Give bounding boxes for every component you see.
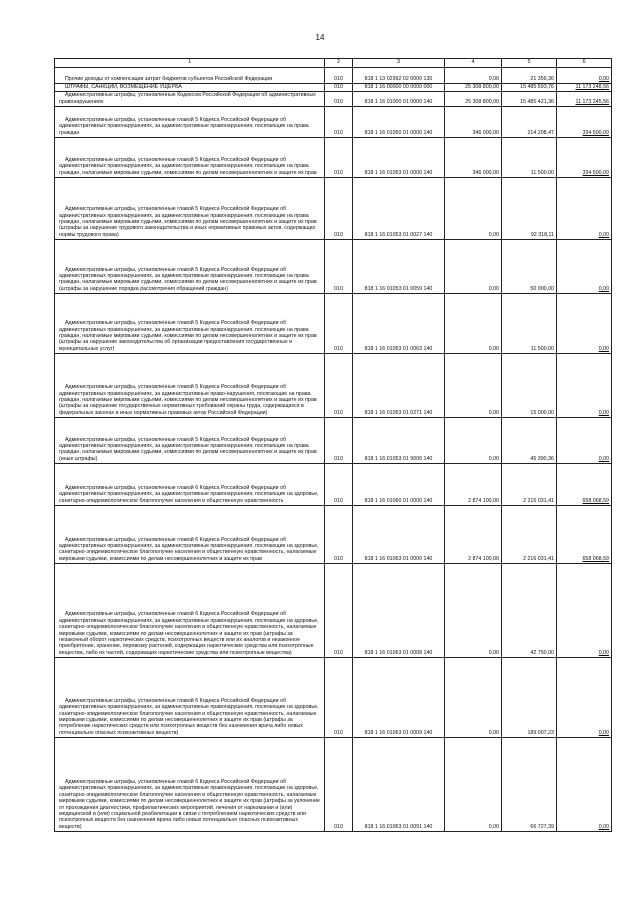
row-code [325, 240, 353, 294]
row-fact-text: 2 216 031,41 [523, 555, 554, 562]
row-rest [557, 294, 612, 354]
row-kbk [353, 506, 445, 564]
row-fact-text: 2 216 031,41 [523, 497, 554, 504]
row-fact-text: 42 750,00 [530, 649, 554, 656]
row-code-text: 010 [334, 231, 343, 238]
row-plan-text: 346 000,00 [472, 169, 499, 176]
row-code [325, 506, 353, 564]
row-name [55, 738, 325, 832]
row-code [325, 294, 353, 354]
row-rest [557, 84, 612, 92]
row-kbk-text: 818 1 16 01063 01 0009 140 [364, 729, 433, 736]
row-fact-text: 15 485 421,36 [520, 98, 554, 105]
row-kbk [353, 107, 445, 138]
row-kbk-text: 818 1 13 02992 02 0000 130 [364, 75, 433, 82]
row-rest-text: 0,00 [598, 649, 609, 656]
row-fact [502, 738, 557, 832]
table-row [55, 418, 612, 464]
row-name [55, 658, 325, 738]
table-row [55, 658, 612, 738]
row-rest [557, 92, 612, 107]
row-fact-text: 50 000,00 [530, 285, 554, 292]
row-rest [557, 178, 612, 240]
row-plan [445, 354, 502, 418]
row-name [55, 84, 325, 92]
row-plan [445, 138, 502, 178]
row-rest [557, 68, 612, 84]
row-plan-text: 2 874 100,00 [468, 497, 499, 504]
row-name [55, 354, 325, 418]
row-plan-text: 2 874 100,00 [468, 555, 499, 562]
row-kbk-text: 818 1 16 01053 01 9000 140 [364, 455, 433, 462]
row-name-text: Прочие доходы от компенсации затрат бюджетов субъектов Российской Федерации [65, 75, 273, 82]
row-name [55, 138, 325, 178]
row-code [325, 92, 353, 107]
table-row [55, 294, 612, 354]
table-row [55, 240, 612, 294]
row-code-text: 010 [334, 84, 343, 90]
table-row [55, 138, 612, 178]
row-rest [557, 138, 612, 178]
row-code-text: 010 [334, 169, 343, 176]
row-fact [502, 418, 557, 464]
row-name-text: Административные штрафы, установленные Кодексом Российской Федерации об административных правонарушениях [59, 92, 316, 105]
row-code-text: 010 [334, 455, 343, 462]
row-name-text: Административные штрафы, установленные главой 6 Кодекса Российской Федерации об административных правонарушениях, за административные правонарушения, посягающие на здоровье, санитарно-эпидемиологическое благополучие населения и общественную нравственность, налагаемые мировыми судьями, комиссиями по делам несовершеннолетних и защите их прав (штрафы за уклонение от прохождения диагностики, профилактических мероприятий, лечения от наркомании и (или) медицинской и (или) социальной реабилитации в связи с потреблением наркотических средств или психотропных веществ без назначения врача либо новых потенциально опасных психоактивных веществ) [59, 778, 320, 830]
row-code-text: 010 [334, 129, 343, 136]
row-rest-text: 0,00 [598, 285, 609, 292]
row-kbk [353, 658, 445, 738]
row-kbk [353, 564, 445, 658]
row-plan-text: 0,00 [488, 409, 499, 416]
row-code-text: 010 [334, 285, 343, 292]
row-fact [502, 658, 557, 738]
row-fact-text: 11 500,00 [530, 345, 554, 352]
row-fact [502, 178, 557, 240]
row-code-text: 010 [334, 409, 343, 416]
row-name-text: Административные штрафы, установленные главой 5 Кодекса Российской Федерации об административных правонарушениях, за административные правонарушения, посягающие на права граждан, налагаемые мировыми судьями, комиссиями по делам несовершеннолетних и защите их прав [59, 157, 317, 176]
row-fact [502, 107, 557, 138]
row-kbk-text: 818 1 16 01063 01 0000 140 [364, 555, 433, 562]
row-fact-text: 15 000,00 [530, 409, 554, 416]
table-row [55, 738, 612, 832]
row-plan-text: 0,00 [488, 285, 499, 292]
row-name-text: Административные штрафы, установленные главой 5 Кодекса Российской Федерации об административных правонарушениях, за административные правонарушения, посягающие на права граждан, налагаемые мировыми судьями, комиссиями по делам несовершеннолетних и защите их прав (штрафы за нарушение трудового законодательства и иных нормативных правовых актов, содержащих нормы трудового права) [59, 206, 317, 238]
row-rest [557, 107, 612, 138]
column-header: 2 [325, 59, 353, 68]
row-fact [502, 294, 557, 354]
row-rest-text: 334 500,00 [582, 169, 609, 176]
row-name [55, 68, 325, 84]
row-rest [557, 658, 612, 738]
row-fact-text: 21 359,36 [530, 75, 554, 82]
row-rest-text: 11 173 248,56 [575, 84, 609, 90]
row-code [325, 354, 353, 418]
row-plan-text: 0,00 [488, 649, 499, 656]
row-name-text: Административные штрафы, установленные главой 5 Кодекса Российской Федерации об административных правонарушениях, за административные правонарушения, посягающие на права граждан, налагаемые мировыми судьями, комиссиями по делам несовершеннолетних и защите их прав (штрафы за нарушение законодательства об организации предоставления государственных и муниципальных услуг) [59, 320, 317, 352]
row-rest-text: 0,00 [598, 345, 609, 352]
row-kbk [353, 240, 445, 294]
row-plan [445, 178, 502, 240]
row-kbk-text: 818 1 16 01053 01 0271 140 [364, 409, 433, 416]
row-code-text: 010 [334, 497, 343, 504]
column-header: 4 [445, 59, 502, 68]
row-kbk [353, 354, 445, 418]
table-row [55, 564, 612, 658]
row-plan-text: 0,00 [488, 345, 499, 352]
row-rest-text: 11 173 245,56 [575, 98, 609, 105]
row-fact [502, 92, 557, 107]
table-header-row [55, 59, 612, 68]
row-kbk [353, 68, 445, 84]
row-name-text: Административные штрафы, установленные главой 5 Кодекса Российской Федерации об административных правонарушениях, за административные правонарушения, посягающие на права граждан, налагаемые мировыми судьями, комиссиями по делам несовершеннолетних и защите их прав (штрафы за нарушение порядка рассмотрения обращений граждан) [59, 266, 317, 292]
row-fact [502, 564, 557, 658]
column-header: 6 [557, 59, 612, 68]
row-name [55, 464, 325, 506]
table-row [55, 68, 612, 84]
table-row [55, 354, 612, 418]
row-fact-text: 66 727,39 [530, 823, 554, 830]
row-kbk [353, 738, 445, 832]
row-rest [557, 464, 612, 506]
row-rest-text: 658 068,59 [582, 497, 609, 504]
row-fact [502, 354, 557, 418]
row-name [55, 240, 325, 294]
row-code [325, 464, 353, 506]
row-code [325, 564, 353, 658]
row-code [325, 107, 353, 138]
row-plan [445, 418, 502, 464]
row-rest-text: 0,00 [598, 729, 609, 736]
row-plan [445, 92, 502, 107]
row-plan [445, 464, 502, 506]
row-kbk [353, 84, 445, 92]
row-kbk [353, 178, 445, 240]
row-name [55, 418, 325, 464]
row-name-text: Административные штрафы, установленные главой 6 Кодекса Российской Федерации об административных правонарушениях, за административные правонарушения, посягающие на здоровье, санитарно-эпидемиологическое благополучие населения и общественную нравственность, налагаемые мировыми судьями, комиссиями по делам несовершеннолетних и защите их прав (штрафы за потребление наркотических средств или психотропных веществ без назначения врача либо новых потенциально опасных психоактивных веществ) [59, 697, 319, 736]
row-rest-text: 0,00 [598, 409, 609, 416]
column-header: 3 [353, 59, 445, 68]
revenue-table [54, 58, 612, 832]
row-name-text: Административные штрафы, установленные главой 5 Кодекса Российской Федерации об административных правонарушениях, за административные правонарушения, посягающие на права граждан [59, 117, 309, 136]
row-fact-text: 189 007,23 [527, 729, 554, 736]
row-code [325, 738, 353, 832]
row-kbk-text: 818 1 16 01053 01 0027 140 [364, 231, 433, 238]
row-name-text: Административные штрафы, установленные главой 6 Кодекса Российской Федерации об административных правонарушениях, за административные правонарушения, посягающие на здоровье, санитарно-эпидемиологическое благополучие населения и общественную нравственность [59, 485, 319, 504]
row-kbk-text: 818 1 16 01000 01 0000 140 [364, 98, 433, 105]
row-code-text: 010 [334, 555, 343, 562]
row-code [325, 178, 353, 240]
row-plan [445, 738, 502, 832]
row-code-text: 010 [334, 729, 343, 736]
row-kbk-text: 818 1 16 01063 01 0091 140 [364, 823, 433, 830]
row-kbk [353, 138, 445, 178]
row-code-text: 010 [334, 345, 343, 352]
row-plan-text: 346 000,00 [472, 129, 499, 136]
table-row [55, 464, 612, 506]
row-fact [502, 68, 557, 84]
row-kbk-text: 818 1 16 00000 00 0000 000 [364, 84, 433, 90]
row-plan [445, 658, 502, 738]
row-rest [557, 506, 612, 564]
row-fact [502, 240, 557, 294]
row-name [55, 564, 325, 658]
row-plan-text: 0,00 [488, 823, 499, 830]
table-row [55, 178, 612, 240]
row-plan [445, 294, 502, 354]
table-row [55, 107, 612, 138]
row-code [325, 138, 353, 178]
table-row [55, 92, 612, 107]
row-plan [445, 564, 502, 658]
table-row [55, 506, 612, 564]
row-code-text: 010 [334, 75, 343, 82]
row-kbk-text: 818 1 16 01053 01 0063 140 [364, 345, 433, 352]
row-fact [502, 138, 557, 178]
row-rest [557, 240, 612, 294]
row-name-text: ШТРАФЫ, САНКЦИИ, ВОЗМЕЩЕНИЕ УЩЕРБА [65, 84, 182, 90]
row-name [55, 107, 325, 138]
row-rest-text: 334 500,00 [582, 129, 609, 136]
row-rest-text: 0,00 [598, 75, 609, 82]
row-plan [445, 84, 502, 92]
row-code [325, 68, 353, 84]
row-rest [557, 354, 612, 418]
row-plan [445, 68, 502, 84]
row-rest-text: 658 068,59 [582, 555, 609, 562]
row-name-text: Административные штрафы, установленные главой 6 Кодекса Российской Федерации об административных правонарушениях, за административные правонарушения, посягающие на здоровье, санитарно-эпидемиологическое благополучие населения и общественную нравственность, налагаемые мировыми судьями, комиссиями по делам несовершеннолетних и защите их прав [59, 536, 319, 562]
row-rest-text: 0,00 [598, 823, 609, 830]
row-code-text: 010 [334, 98, 343, 105]
column-header: 5 [502, 59, 557, 68]
row-fact-text: 214 208,47 [527, 129, 554, 136]
row-kbk-text: 818 1 16 01063 01 0008 140 [364, 649, 433, 656]
row-plan-text: 0,00 [488, 231, 499, 238]
row-rest [557, 738, 612, 832]
row-rest-text: 0,00 [598, 231, 609, 238]
row-fact [502, 84, 557, 92]
row-kbk [353, 294, 445, 354]
table-row [55, 84, 612, 92]
row-kbk [353, 464, 445, 506]
row-fact-text: 15 485 593,76 [520, 84, 554, 90]
row-name-text: Административные штрафы, установленные главой 6 Кодекса Российской Федерации об административных правонарушениях, за административные правонарушения, посягающие на здоровье, санитарно-эпидемиологическое благополучие населения и общественную нравственность, налагаемые мировыми судьями, комиссиями по делам несовершеннолетних и защите их прав (штрафы за незаконный оборот наркотических средств, психотропных веществ или их аналогов и незаконное приобретение, хранение, перевозку растений, содержащих наркотические средства или психотропные вещества, либо их частей, содержащих наркотические средства или психотропные вещества) [59, 611, 319, 656]
row-code [325, 418, 353, 464]
row-plan [445, 107, 502, 138]
column-header: 1 [55, 59, 325, 68]
row-code [325, 84, 353, 92]
row-fact [502, 464, 557, 506]
row-kbk-text: 818 1 16 01053 01 0000 140 [364, 169, 433, 176]
row-kbk [353, 418, 445, 464]
row-fact-text: 92 318,11 [530, 231, 554, 238]
row-plan-text: 0,00 [488, 729, 499, 736]
row-code [325, 658, 353, 738]
row-plan [445, 506, 502, 564]
row-plan-text: 0,00 [488, 75, 499, 82]
row-name [55, 178, 325, 240]
row-fact-text: 11 500,00 [530, 169, 554, 176]
row-name [55, 506, 325, 564]
row-plan-text: 0,00 [488, 455, 499, 462]
row-plan [445, 240, 502, 294]
row-code-text: 010 [334, 649, 343, 656]
row-plan-text: 25 308 800,00 [465, 98, 499, 105]
row-rest-text: 0,00 [598, 455, 609, 462]
row-rest [557, 564, 612, 658]
row-kbk-text: 818 1 16 01050 01 0000 140 [364, 129, 433, 136]
row-name [55, 92, 325, 107]
row-rest [557, 418, 612, 464]
row-plan-text: 25 308 800,00 [465, 84, 499, 90]
row-kbk-text: 818 1 16 01060 01 0000 140 [364, 497, 433, 504]
row-code-text: 010 [334, 823, 343, 830]
row-name [55, 294, 325, 354]
row-fact-text: 45 390,36 [530, 455, 554, 462]
row-kbk [353, 92, 445, 107]
row-name-text: Административные штрафы, установленные главой 5 Кодекса Российской Федерации об административных правонарушениях, за административные право-нарушения, посягающие на права граждан, налагаемые мировыми судьями, комиссиями по делам несовершеннолетних и защите их прав (штрафы за нарушение государственных нормативных требований охраны труда, содержащихся в федеральных законах и иных нормативных правовых актах Российской Федерации) [59, 384, 317, 416]
page-number: 14 [315, 33, 325, 42]
row-name-text: Административные штрафы, установленные главой 5 Кодекса Российской Федерации об административных правонарушениях, за административные правонарушения, посягающие на права граждан, налагаемые мировыми судьями, комиссиями по делам несовершеннолетних и защите их прав (иные штрафы) [59, 436, 317, 462]
row-kbk-text: 818 1 16 01053 01 0059 140 [364, 285, 433, 292]
row-fact [502, 506, 557, 564]
